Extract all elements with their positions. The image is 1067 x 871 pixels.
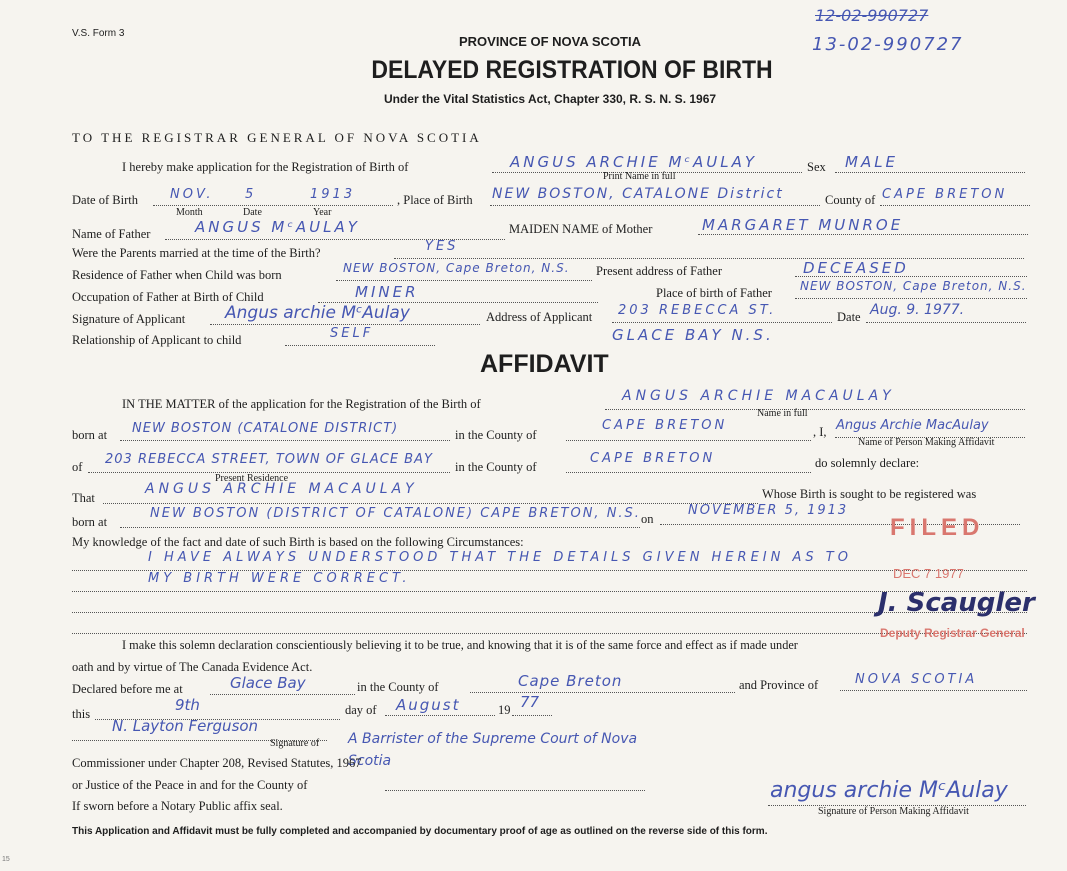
father-label: Name of Father <box>72 227 151 241</box>
pres-addr-label: Present address of Father <box>596 264 723 278</box>
applicant-address-line1: 203 REBECCA ST. <box>618 303 777 318</box>
circumstance-line1: I HAVE ALWAYS UNDERSTOOD THAT THE DETAILS GIVEN HEREIN AS TO <box>148 550 852 565</box>
margin-mark: 15 <box>2 856 10 863</box>
matter-text: IN THE MATTER of the application for the Registration of the Birth of <box>122 397 481 411</box>
mother-value: MARGARET MUNROE <box>702 216 904 234</box>
occupation-label: Occupation of Father at Birth of Child <box>72 290 264 304</box>
that-name-value: ANGUS ARCHIE MACAULAY <box>145 481 418 497</box>
knowledge-text: My knowledge of the fact and date of such Birth is based on the following Circumstances: <box>72 535 524 549</box>
year-prefix: 19 <box>498 703 511 717</box>
signature-of-caption: Signature of <box>270 738 320 749</box>
born-at-label-2: born at <box>72 515 108 529</box>
month-value: August <box>396 696 461 714</box>
apply-text: I hereby make application for the Registration of Birth of <box>122 160 409 174</box>
circumstance-line2: MY BIRTH WERE CORRECT. <box>148 571 411 586</box>
footer-note: This Application and Affidavit must be fully completed and accompanied by documentary proof of age as outlined on the reverse side of this form. <box>72 826 768 837</box>
applicant-address-label: Address of Applicant <box>486 310 593 324</box>
born-on-value: NOVEMBER 5, 1913 <box>688 503 849 518</box>
i-label: , I, <box>813 425 827 439</box>
affiant-caption: Name of Person Making Affidavit <box>858 437 995 448</box>
dob-year-value: 1913 <box>310 187 356 202</box>
declared-province-value: NOVA SCOTIA <box>855 672 978 687</box>
occupation-value: MINER <box>355 283 419 301</box>
month-caption: Month <box>176 207 203 218</box>
dob-date-value: 5 <box>245 187 257 202</box>
affidavit-county2-value: CAPE BRETON <box>590 451 716 466</box>
whose-birth-text: Whose Birth is sought to be registered was <box>762 487 977 501</box>
justice-text: or Justice of the Peace in and for the County of <box>72 778 308 792</box>
matter-name-value: ANGUS ARCHIE MACAULAY <box>622 388 895 404</box>
notary-text: If sworn before a Notary Public affix seal. <box>72 799 283 813</box>
relationship-value: SELF <box>330 326 374 341</box>
pob-father-value: NEW BOSTON, Cape Breton, N.S. <box>800 279 1027 293</box>
this-label: this <box>72 707 91 721</box>
child-name-value: ANGUS ARCHIE MᶜAULAY <box>510 153 757 171</box>
signature-label: Signature of Applicant <box>72 312 186 326</box>
pob-label: , Place of Birth <box>397 193 473 207</box>
father-value: ANGUS MᶜAULAY <box>195 218 360 236</box>
struck-registration-number: 12-02-990727 <box>815 6 929 25</box>
name-in-full-caption: Name in full <box>757 408 808 419</box>
page-title: DELAYED REGISTRATION OF BIRTH <box>371 56 773 84</box>
page-subtitle: Under the Vital Statistics Act, Chapter 330, R. S. N. S. 1967 <box>383 92 717 106</box>
that-label: That <box>72 491 95 505</box>
present-residence-caption: Present Residence <box>215 473 289 484</box>
pob-value: NEW BOSTON, CATALONE District <box>492 186 784 202</box>
solemn-text-2: oath and by virtue of The Canada Evidence Act. <box>72 660 313 674</box>
filed-date-stamp: DEC 7 1977 <box>893 566 964 581</box>
filed-stamp: FILED <box>890 514 985 541</box>
pob-father-label: Place of birth of Father <box>656 286 772 300</box>
applicant-signature: Angus archie MᶜAulay <box>225 303 410 323</box>
province-label: and Province of <box>739 678 819 692</box>
married-value: YES <box>425 239 459 254</box>
affiant-address-value: 203 REBECCA STREET, TOWN OF GLACE BAY <box>105 452 433 467</box>
dob-month-value: NOV. <box>170 187 214 202</box>
name-caption: Print Name in full <box>603 171 676 182</box>
affiant-signature: angus archie MᶜAulay <box>770 778 1008 803</box>
res-father-value: NEW BOSTON, Cape Breton, N.S. <box>343 261 570 275</box>
application-date: Aug. 9. 1977. <box>870 302 965 318</box>
declare-text: do solemnly declare: <box>815 456 920 470</box>
declared-at-value: Glace Bay <box>230 674 306 692</box>
of-label: of <box>72 460 83 474</box>
relationship-label: Relationship of Applicant to child <box>72 333 242 347</box>
affiant-signature-caption: Signature of Person Making Affidavit <box>818 806 969 817</box>
commissioner-role: A Barrister of the Supreme Court of Nova Scotia <box>348 731 638 769</box>
commissioner-signature: N. Layton Ferguson <box>112 717 259 735</box>
sex-value: MALE <box>845 153 899 171</box>
married-label: Were the Parents married at the time of the Birth? <box>72 246 321 260</box>
declared-county-value: Cape Breton <box>518 672 623 690</box>
county-label-1: in the County of <box>455 428 537 442</box>
year-caption: Year <box>313 207 332 218</box>
province-heading: PROVINCE OF NOVA SCOTIA <box>458 34 641 49</box>
affidavit-county-value: CAPE BRETON <box>602 418 728 433</box>
dob-label: Date of Birth <box>72 193 138 207</box>
sex-label: Sex <box>807 160 826 174</box>
addressee-line: TO THE REGISTRAR GENERAL OF NOVA SCOTIA <box>72 130 482 145</box>
res-father-label: Residence of Father when Child was born <box>72 268 282 282</box>
day-value: 9th <box>175 696 200 714</box>
registration-number: 13-02-990727 <box>812 34 964 55</box>
born-at2-value: NEW BOSTON (DISTRICT OF CATALONE) CAPE BRETON, N.S. <box>150 506 641 521</box>
declared-county-label: in the County of <box>357 680 439 694</box>
applicant-address-line2: GLACE BAY N.S. <box>612 326 774 344</box>
county-label-2: in the County of <box>455 460 537 474</box>
born-at-value: NEW BOSTON (CATALONE DISTRICT) <box>132 421 399 436</box>
on-label: on <box>641 512 654 526</box>
mother-label: MAIDEN NAME of Mother <box>509 222 653 236</box>
affiant-name-value: Angus Archie MacAulay <box>836 418 989 433</box>
day-of-label: day of <box>345 703 377 717</box>
registrar-signature: J. Scaugler <box>878 588 1035 618</box>
commissioner-text: Commissioner under Chapter 208, Revised Statutes, 1967 <box>72 756 362 770</box>
registrar-office-stamp: Deputy Registrar General <box>880 626 1025 640</box>
county-value: CAPE BRETON <box>882 187 1008 202</box>
form-number: V.S. Form 3 <box>72 28 125 39</box>
pres-addr-value: DECEASED <box>803 259 909 277</box>
born-at-label: born at <box>72 428 108 442</box>
affidavit-heading: AFFIDAVIT <box>480 350 609 378</box>
solemn-text-1: I make this solemn declaration conscientiously believing it to be true, and knowing that it is of the same force and effect as if made under <box>122 638 798 652</box>
date-caption: Date <box>243 207 262 218</box>
county-label: County of <box>825 193 876 207</box>
declared-label: Declared before me at <box>72 682 183 696</box>
year-value: 77 <box>520 693 540 711</box>
date-label: Date <box>837 310 861 324</box>
